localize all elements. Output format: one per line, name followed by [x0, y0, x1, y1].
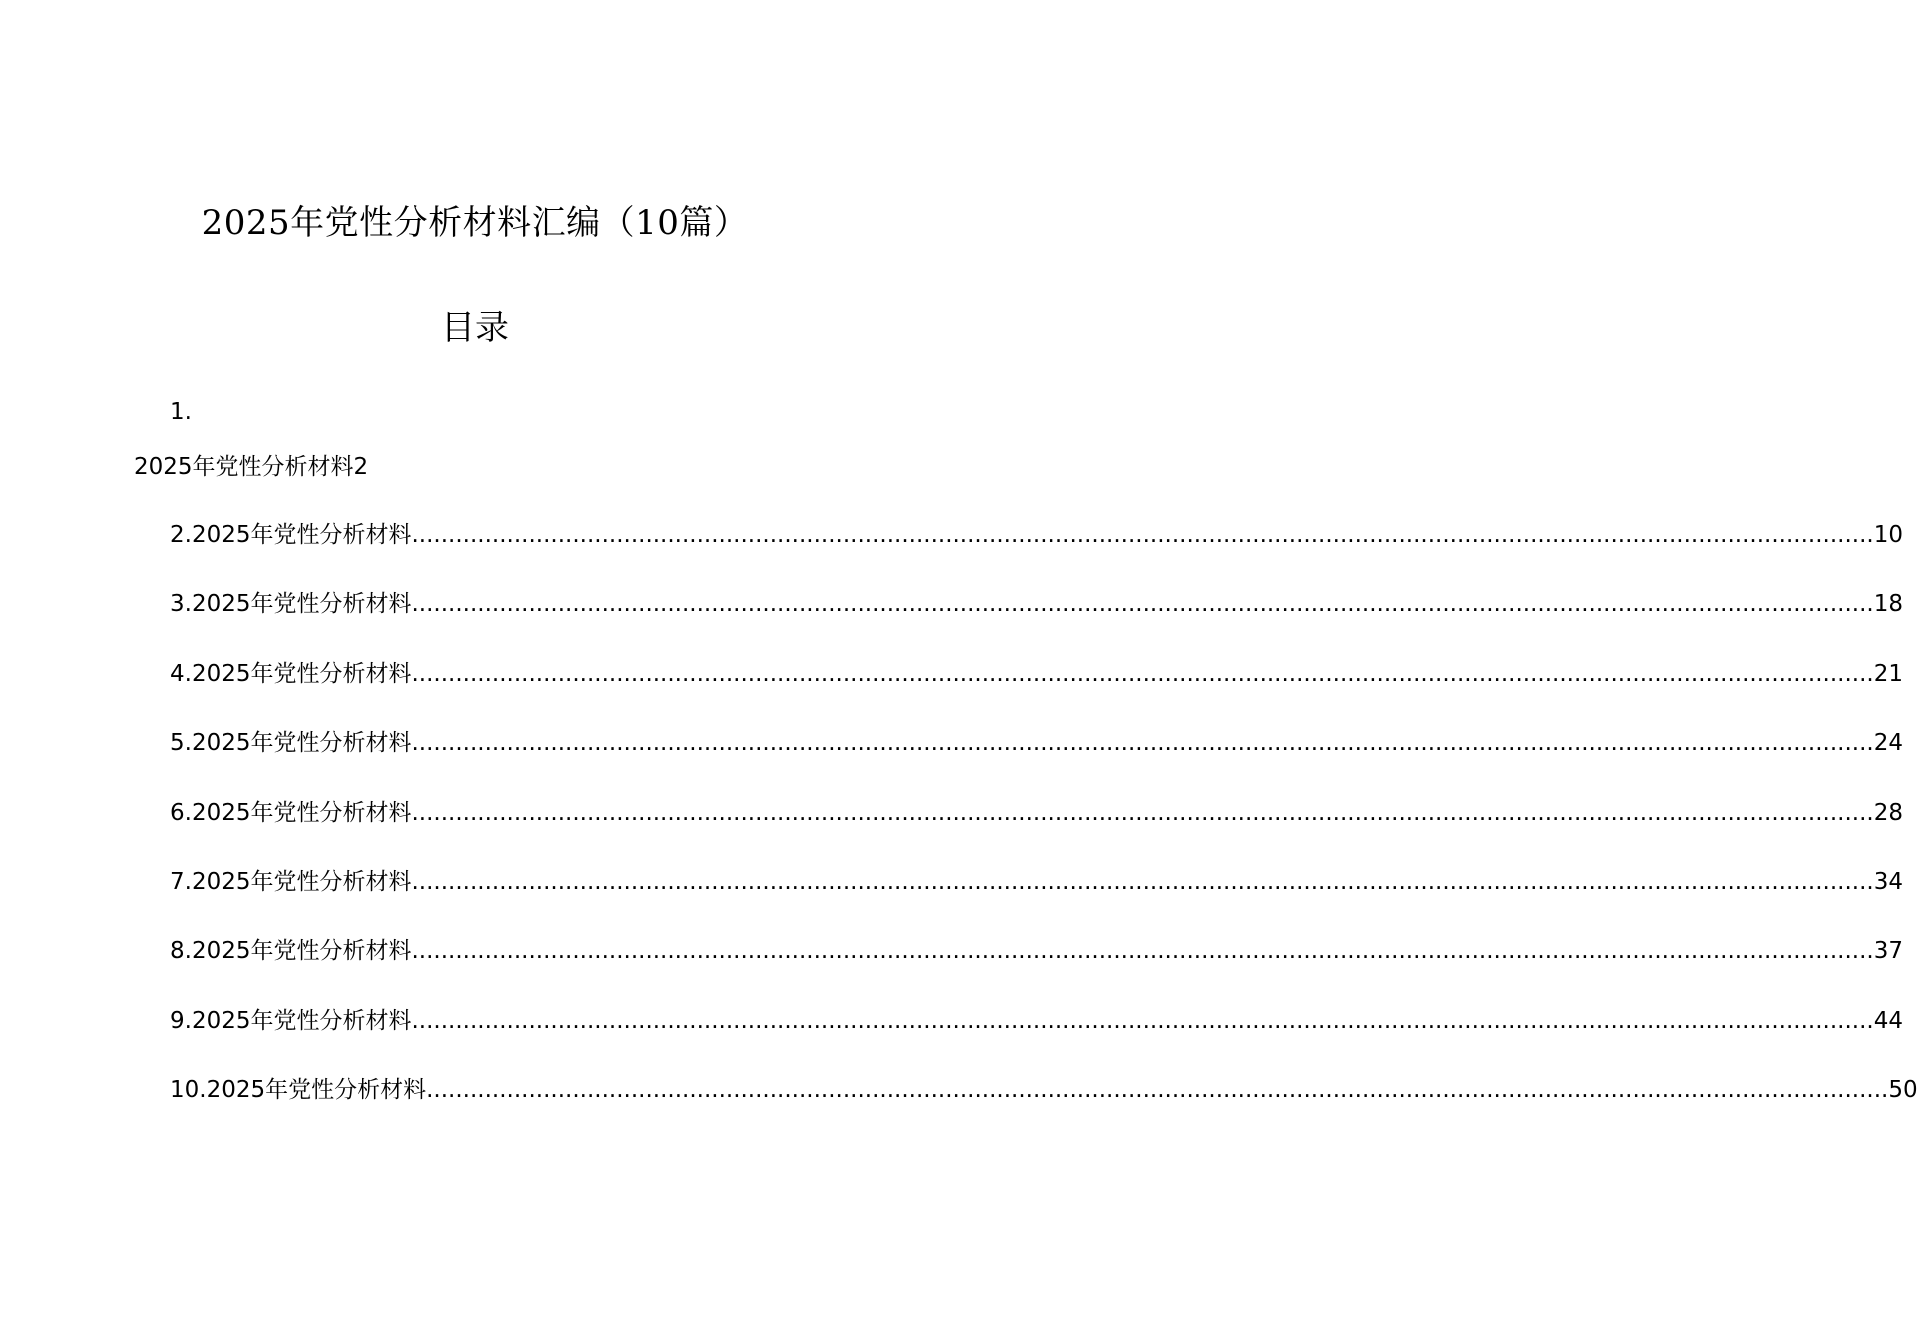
toc-leader-dots: ........................................................................................................................................................................................................	[411, 938, 1874, 965]
toc-entry-page-number: 44	[1873, 1007, 1903, 1034]
toc-entry[interactable]	[170, 934, 1903, 968]
toc-leader-dots: ........................................................................................................................................................................................................	[411, 591, 1874, 618]
toc-leader-dots: ........................................................................................................................................................................................................	[411, 799, 1874, 826]
toc-entry-label: 8.2025年党性分析材料	[170, 938, 412, 965]
toc-entry[interactable]	[170, 518, 1903, 552]
toc-entry-label: 6.2025年党性分析材料	[170, 799, 412, 826]
toc-entry-label: 4.2025年党性分析材料	[170, 660, 412, 687]
toc-entry-1-number[interactable]: 1.	[170, 399, 192, 425]
toc-entry-page-number: 18	[1873, 591, 1903, 618]
toc-entry-label: 9.2025年党性分析材料	[170, 1007, 412, 1034]
toc-entry[interactable]	[170, 1004, 1903, 1038]
toc-entry-page-number: 50	[1888, 1077, 1918, 1104]
toc-entry-label: 7.2025年党性分析材料	[170, 869, 412, 895]
toc-entry-label: 2.2025年党性分析材料	[170, 522, 412, 548]
toc-entry[interactable]	[170, 587, 1903, 621]
toc-leader-dots: ........................................................................................................................................................................................................	[411, 1007, 1874, 1034]
toc-leader-dots: ........................................................................................................................................................................................................	[426, 1077, 1889, 1104]
toc-entry-page-number: 34	[1873, 869, 1903, 895]
toc-leader-dots: ........................................................................................................................................................................................................	[411, 660, 1874, 687]
toc-entry-page-number: 24	[1873, 730, 1903, 757]
toc-entry-page-number: 10	[1873, 522, 1903, 548]
document-title: 2025年党性分析材料汇编（10篇）	[201, 203, 749, 243]
toc-entry[interactable]	[170, 657, 1903, 691]
toc-entry[interactable]	[170, 726, 1903, 760]
toc-leader-dots: ........................................................................................................................................................................................................	[411, 869, 1874, 895]
toc-entry-label: 5.2025年党性分析材料	[170, 730, 412, 757]
toc-entry-page-number: 28	[1873, 799, 1903, 826]
toc-entry[interactable]	[170, 865, 1903, 899]
toc-entry[interactable]	[170, 1073, 1918, 1107]
toc-entry-1-text[interactable]: 2025年党性分析材料2	[134, 454, 369, 480]
toc-entry[interactable]	[170, 796, 1903, 830]
toc-leader-dots: ........................................................................................................................................................................................................	[411, 730, 1874, 757]
toc-entry-page-number: 21	[1873, 660, 1903, 687]
toc-leader-dots: ........................................................................................................................................................................................................	[411, 522, 1874, 548]
toc-entry-label: 3.2025年党性分析材料	[170, 591, 412, 618]
toc-entry-page-number: 37	[1873, 938, 1903, 965]
toc-entry-label: 10.2025年党性分析材料	[170, 1077, 427, 1104]
toc-heading: 目录	[441, 308, 509, 348]
